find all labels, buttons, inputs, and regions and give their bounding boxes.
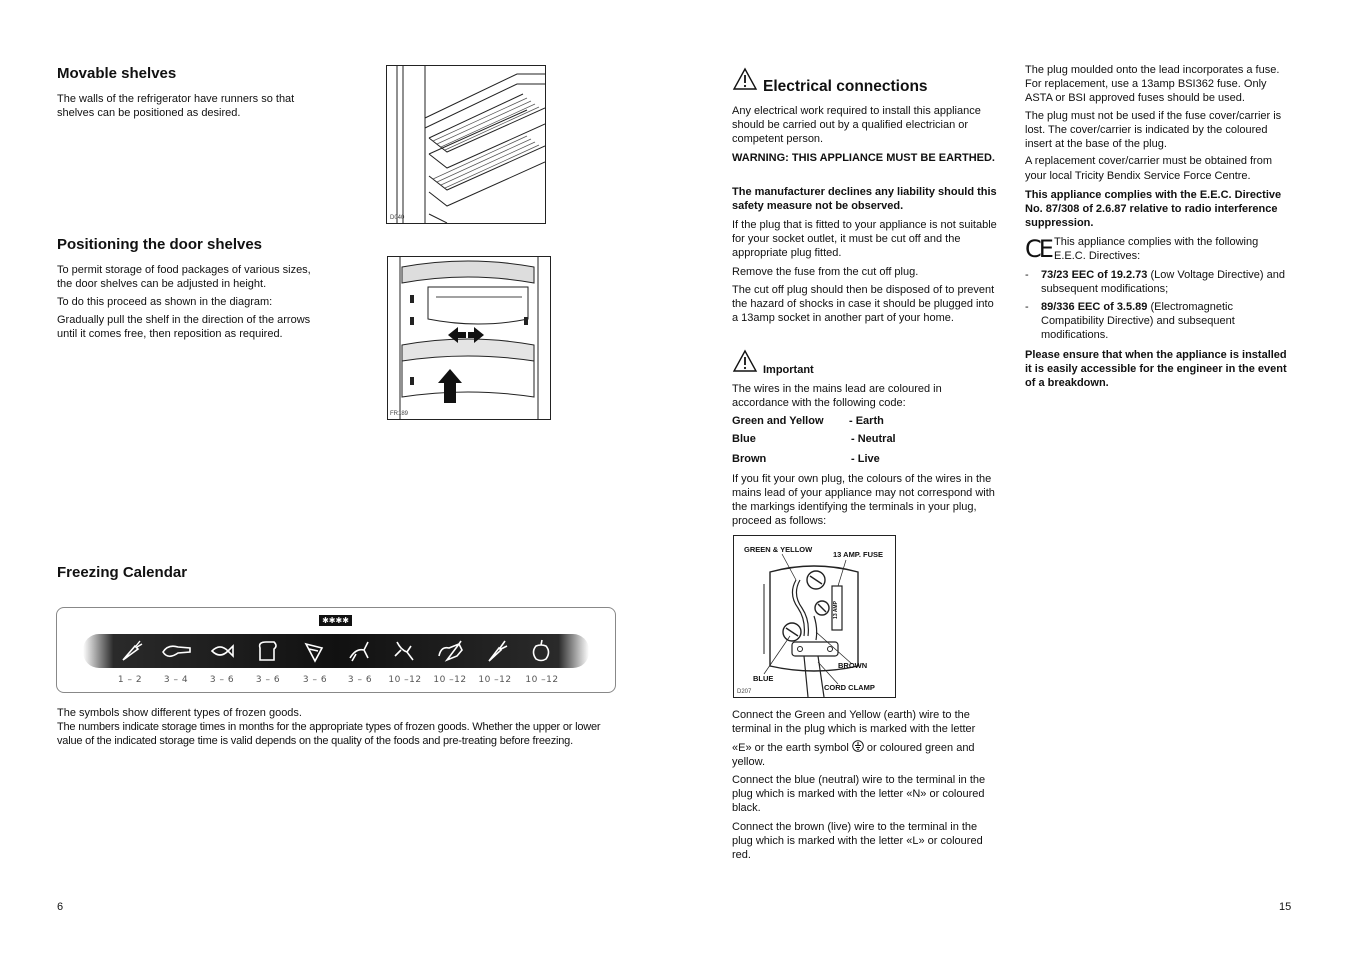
- wire-mismatch-text: If you fit your own plug, the colours of the wires in the mains lead of your appliance may not correspond with the markings identifying the terminals in your plug, proceed as follows:: [732, 473, 995, 527]
- calendar-note-1: The symbols show different types of frozen goods.: [57, 707, 302, 719]
- ce-compliance-text: This appliance complies with the following E.E.C. Directives:: [1054, 236, 1259, 262]
- warning-triangle-icon: [732, 349, 758, 373]
- earth-wire-instruction: Connect the Green and Yellow (earth) wire to the terminal in the plug which is marked with the letter: [732, 709, 976, 735]
- warning-triangle-icon: [732, 67, 758, 91]
- electrical-connections-heading: Electrical connections: [763, 78, 928, 95]
- earth-symbol-line: [732, 740, 998, 769]
- fruit-icon: [528, 638, 554, 664]
- wire-colour: Brown: [732, 453, 767, 465]
- movable-shelves-figure: [386, 65, 546, 224]
- wire-role: - Neutral: [851, 433, 896, 445]
- directive-item: - 73/23 EEC of 19.2.73 (Low Voltage Directive) and subsequent modifications;: [1025, 269, 1285, 295]
- wire-code-intro: The wires in the mains lead are coloured in accordance with the following code:: [732, 383, 942, 409]
- wire-row-neutral: [732, 433, 932, 445]
- neutral-wire-instruction: Connect the blue (neutral) wire to the terminal in the plug which is marked with the letter «N» or coloured black.: [732, 774, 986, 814]
- directive-ref: 73/23 EEC of 19.2.73: [1041, 269, 1148, 281]
- wire-row-live: [732, 453, 932, 465]
- ce-mark-icon: CE: [1025, 235, 1051, 263]
- brown-label: BROWN: [838, 661, 868, 670]
- accessibility-notice: Please ensure that when the appliance is installed it is easily accessible for the engineer in the event of a breakdown.: [1025, 349, 1287, 389]
- storage-range: 3 – 6: [255, 675, 281, 685]
- wire-role: - Live: [851, 453, 880, 465]
- door-shelves-heading: Positioning the door shelves: [57, 236, 263, 253]
- figure-code: D207: [737, 689, 752, 695]
- earthed-warning: WARNING: THIS APPLIANCE MUST BE EARTHED.: [732, 152, 995, 164]
- earth-symbol-icon: [852, 740, 864, 752]
- eec-radio-compliance: This appliance complies with the E.E.C. Directive No. 87/308 of 2.6.87 relative to radio interference suppression.: [1025, 189, 1282, 229]
- storage-range: 3 – 4: [163, 675, 189, 685]
- plug-wiring-figure: [733, 535, 896, 698]
- important-label: Important: [763, 364, 814, 376]
- electrical-text-4: The cut off plug should then be disposed of to prevent the hazard of shocks in case it should be plugged into a 13amp socket in another part of your home.: [732, 284, 995, 324]
- calendar-icon-band: [83, 634, 589, 668]
- bread-icon: [254, 638, 280, 664]
- liability-notice: The manufacturer declines any liability should this safety measure not be observed.: [732, 186, 997, 212]
- cake-icon: [301, 638, 327, 664]
- earth-wire-instruction-2: «E» or the earth symbol: [732, 742, 849, 754]
- figure-code: D040: [390, 215, 405, 221]
- page-number-right: 15: [1279, 901, 1292, 913]
- fish-icon: [209, 638, 235, 664]
- directive-desc: (Electromagnetic Compatibility Directive) and subsequent modifications.: [1041, 301, 1235, 341]
- four-star-badge: ✱✱✱✱: [319, 615, 352, 626]
- directive-list: [1025, 268, 1295, 346]
- poultry-icon: [346, 638, 372, 664]
- electrical-text-2: If the plug that is fitted to your appliance is not suitable for your socket outlet, it must be cut off and the appropriate plug fitted.: [732, 219, 997, 259]
- directive-desc: (Low Voltage Directive) and subsequent modifications;: [1041, 269, 1285, 295]
- storage-range: 10 –12: [388, 675, 422, 685]
- storage-range: 3 – 6: [209, 675, 235, 685]
- fuse-label: 13 AMP. FUSE: [833, 550, 884, 559]
- replacement-cover-text: A replacement cover/carrier must be obtained from your local Tricity Bendix Service Force Centre.: [1025, 155, 1273, 182]
- wire-colour: Blue: [732, 433, 756, 445]
- storage-range: 10 –12: [525, 675, 559, 685]
- storage-range: 10 –12: [433, 675, 467, 685]
- directive-item: - 89/336 EEC of 3.5.89 (Electromagnetic Compatibility Directive) and subsequent modifications.: [1025, 301, 1235, 341]
- storage-range: 1 – 2: [117, 675, 143, 685]
- plug-diagram: [734, 536, 895, 697]
- storage-range: 10 –12: [478, 675, 512, 685]
- fuse-info-text: The plug moulded onto the lead incorporates a fuse. For replacement, use a 13amp BSI362 fuse. Only ASTA or BSI approved fuses should be used.: [1025, 64, 1280, 104]
- storage-range: 3 – 6: [347, 675, 373, 685]
- freezing-calendar: [56, 607, 616, 693]
- door-shelves-figure: [387, 256, 551, 420]
- vegetable-icon: [483, 638, 509, 664]
- shelves-illustration: [387, 66, 545, 223]
- figure-code: FR189: [390, 411, 409, 417]
- directive-ref: 89/336 EEC of 3.5.89: [1041, 301, 1148, 313]
- movable-shelves-heading: Movable shelves: [57, 65, 177, 82]
- wire-row-earth: [732, 415, 932, 427]
- wire-colour: Green and Yellow: [732, 415, 824, 427]
- live-wire-instruction: Connect the brown (live) wire to the terminal in the plug which is marked with the letter «L» or coloured red.: [732, 821, 983, 861]
- electrical-text-1: Any electrical work required to install this appliance should be carried out by a qualified electrician or competent person.: [732, 105, 981, 145]
- movable-shelves-text: The walls of the refrigerator have runners so that shelves can be positioned as desired.: [57, 93, 295, 119]
- fuse-cover-text: The plug must not be used if the fuse cover/carrier is lost. The cover/carrier is indicated by the coloured insert at the base of the plug.: [1025, 110, 1282, 150]
- door-shelf-illustration: [388, 257, 550, 419]
- storage-range: 3 – 6: [302, 675, 328, 685]
- green-yellow-label: GREEN & YELLOW: [744, 545, 813, 554]
- game-bird-icon: [391, 638, 417, 664]
- beef-icon: [435, 638, 465, 664]
- door-shelves-text-2: To do this proceed as shown in the diagram:: [57, 296, 273, 308]
- wire-role: - Earth: [849, 415, 884, 427]
- door-shelves-text-1: To permit storage of food packages of various sizes, the door shelves can be adjusted in height.: [57, 264, 311, 290]
- page-number-left: 6: [57, 901, 64, 913]
- calendar-note-2: The numbers indicate storage times in months for the appropriate types of frozen goods. Whether the upper or lower value of the indicated storage time is valid depends on the quality of the foods and pre-treating before freezing.: [57, 721, 601, 747]
- door-shelves-text-3: Gradually pull the shelf in the direction of the arrows until it comes free, then reposition as required.: [57, 314, 311, 340]
- freezing-calendar-heading: Freezing Calendar: [57, 564, 188, 581]
- earth-wire-instruction-3: or coloured green and yellow.: [732, 742, 975, 768]
- fuse-body-label: 13 AMP: [832, 601, 839, 619]
- electrical-text-3: Remove the fuse from the cut off plug.: [732, 266, 919, 278]
- cord-clamp-label: CORD CLAMP: [824, 683, 875, 692]
- carrot-icon: [118, 638, 144, 664]
- meat-icon: [160, 638, 194, 664]
- blue-label: BLUE: [753, 674, 774, 683]
